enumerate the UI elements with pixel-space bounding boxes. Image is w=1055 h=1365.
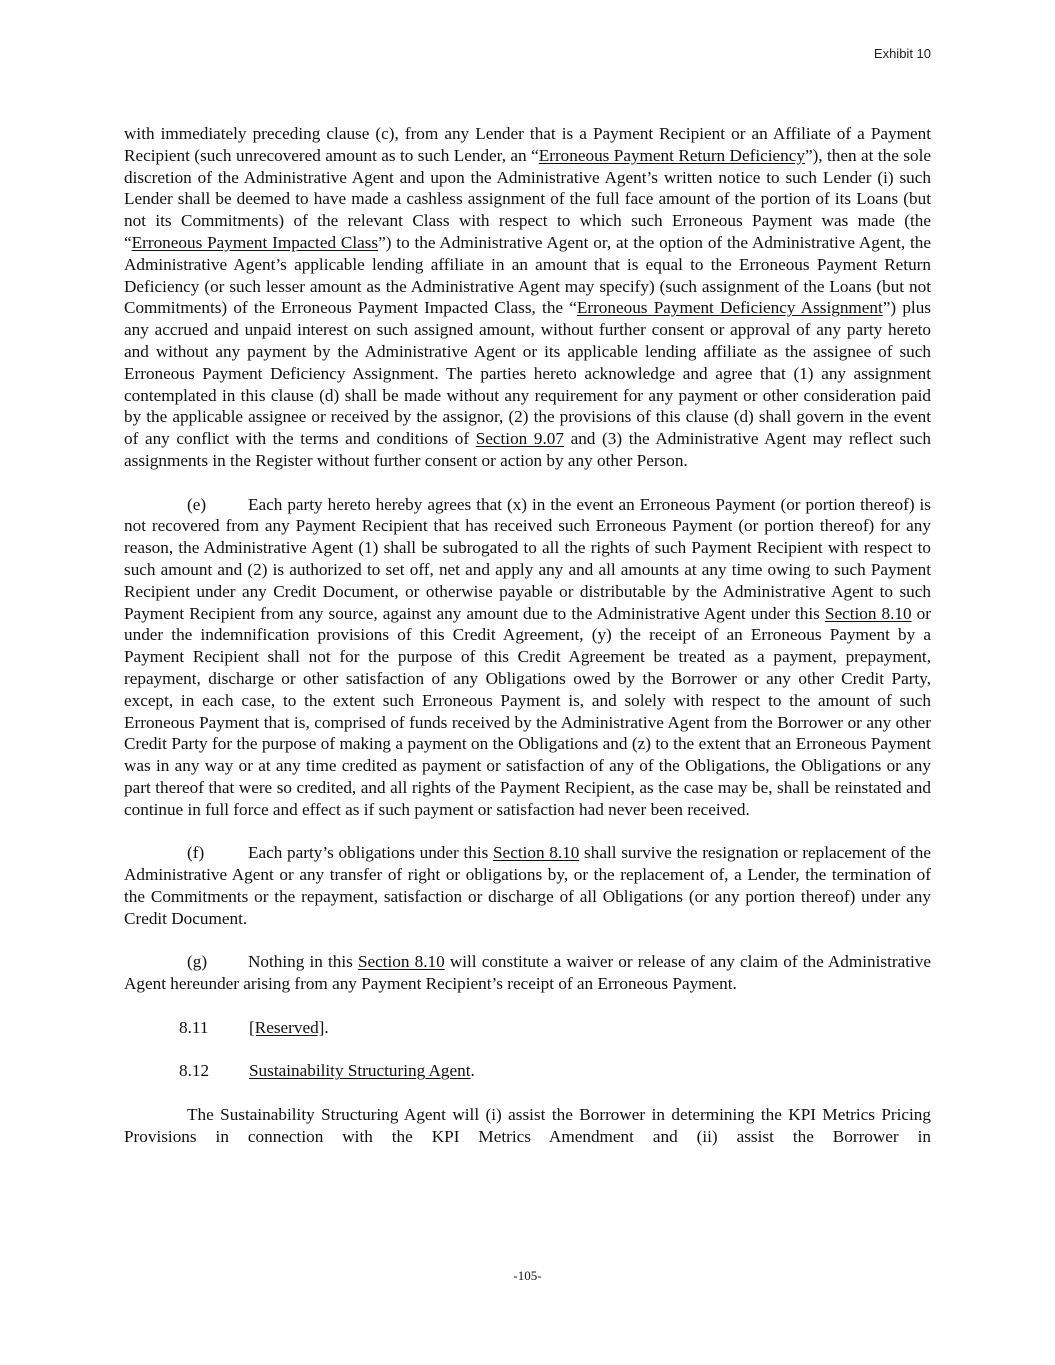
paragraph-f: (f) Each party’s obligations under this Section 8.10 shall survive the resignation or replacement of the Administrative Agent or any transfer of right or obligations by, or the replacement of, a Lender, the termination of the Commitments or the repayment, satisfaction or discharge of all Obligations (or any portion thereof) under any Credit Document.	[124, 843, 931, 928]
section-title: Sustainability Structuring Agent	[249, 1061, 471, 1081]
defined-term-return-deficiency: Erroneous Payment Return Deficiency	[538, 145, 805, 165]
paragraph-8-12: The Sustainability Structuring Agent will (i) assist the Borrower in determining the KPI Metrics Pricing Provisions in connection with the KPI Metrics Amendment and (ii) assist the Borrower in	[124, 1104, 931, 1146]
defined-term-impacted-class: Erroneous Payment Impacted Class	[131, 232, 379, 252]
paragraph-g: (g) Nothing in this Section 8.10 will constitute a waiver or release of any claim of the Administrative Agent hereunder arising from any Payment Recipient’s receipt of an Erroneous Payment.	[124, 952, 931, 994]
section-heading-8-11: 8.11 [Reserved].	[179, 1017, 329, 1037]
section-number: 8.11	[179, 1017, 209, 1037]
section-heading-8-12: 8.12 Sustainability Structuring Agent.	[179, 1061, 475, 1081]
document-body	[124, 123, 931, 1147]
section-title: [Reserved]	[249, 1017, 325, 1037]
section-reference-8-10: Section 8.10	[493, 843, 580, 863]
section-reference-8-10: Section 8.10	[824, 603, 912, 623]
section-reference-8-10: Section 8.10	[357, 952, 445, 972]
paragraph-e: (e) Each party hereto hereby agrees that (x) in the event an Erroneous Payment (or portion thereof) is not recovered from any Payment Recipient that has received such Erroneous Payment (or portion thereof) for any reason, the Administrative Agent (1) shall be subrogated to all the rights of such Payment Recipient with respect to such amount and (2) is authorized to set off, net and apply any and all amounts at any time owing to such Payment Recipient under any Credit Document, or otherwise payable or distributable by the Administrative Agent to such Payment Recipient from any source, against any amount due to the Administrative Agent under this Section 8.10 or under the indemnification provisions of this Credit Agreement, (y) the receipt of an Erroneous Payment by a Payment Recipient shall not for the purpose of this Credit Agreement be treated as a payment, prepayment, repayment, discharge or other satisfaction of any Obligations owed by the Borrower or any other Credit Party, except, in each case, to the extent such Erroneous Payment is, and solely with respect to the amount of such Erroneous Payment that is, comprised of funds received by the Administrative Agent from the Borrower or any other Credit Party for the purpose of making a payment on the Obligations and (z) to the extent that an Erroneous Payment was in any way or at any time credited as payment or satisfaction of any of the Obligations, the Obligations or any part thereof that were so credited, and all rights of the Payment Recipient, as the case may be, shall be reinstated and continue in full force and effect as if such payment or satisfaction had never been received.	[124, 494, 931, 819]
exhibit-label: Exhibit 10	[873, 46, 931, 61]
clause-label-f: (f)	[187, 843, 205, 863]
clause-label-g: (g)	[187, 952, 208, 972]
page-number: -105-	[513, 1268, 542, 1283]
section-number: 8.12	[179, 1061, 210, 1081]
section-reference-9-07: Section 9.07	[475, 429, 564, 449]
defined-term-deficiency-assignment: Erroneous Payment Deficiency Assignment	[576, 298, 883, 318]
clause-label-e: (e)	[187, 494, 207, 514]
paragraph-d-continued: with immediately preceding clause (c), from any Lender that is a Payment Recipient or an Affiliate of a Payment Recipient (such unrecovered amount as to such Lender, an “Erroneous Payment Return Deficiency”), then at the sole discretion of the Administrative Agent and upon the Administrative Agent’s written notice to such Lender (i) such Lender shall be deemed to have made a cashless assignment of the full face amount of the portion of its Loans (but not its Commitments) of the relevant Class with respect to which such Erroneous Payment was made (the “Erroneous Payment Impacted Class”) to the Administrative Agent or, at the option of the Administrative Agent, the Administrative Agent’s applicable lending affiliate in an amount that is equal to the Erroneous Payment Return Deficiency (or such lesser amount as the Administrative Agent may specify) (such assignment of the Loans (but not Commitments) of the Erroneous Payment Impacted Class, the “Erroneous Payment Deficiency Assignment”) plus any accrued and unpaid interest on such assigned amount, without further consent or approval of any party hereto and without any payment by the Administrative Agent or its applicable lending affiliate as the assignee of such Erroneous Payment Deficiency Assignment. The parties hereto acknowledge and agree that (1) any assignment contemplated in this clause (d) shall be made without any requirement for any payment or other consideration paid by the applicable assignee or received by the assignor, (2) the provisions of this clause (d) shall govern in the event of any conflict with the terms and conditions of Section 9.07 and (3) the Administrative Agent may reflect such assignments in the Register without further consent or action by any other Person.	[124, 124, 931, 470]
